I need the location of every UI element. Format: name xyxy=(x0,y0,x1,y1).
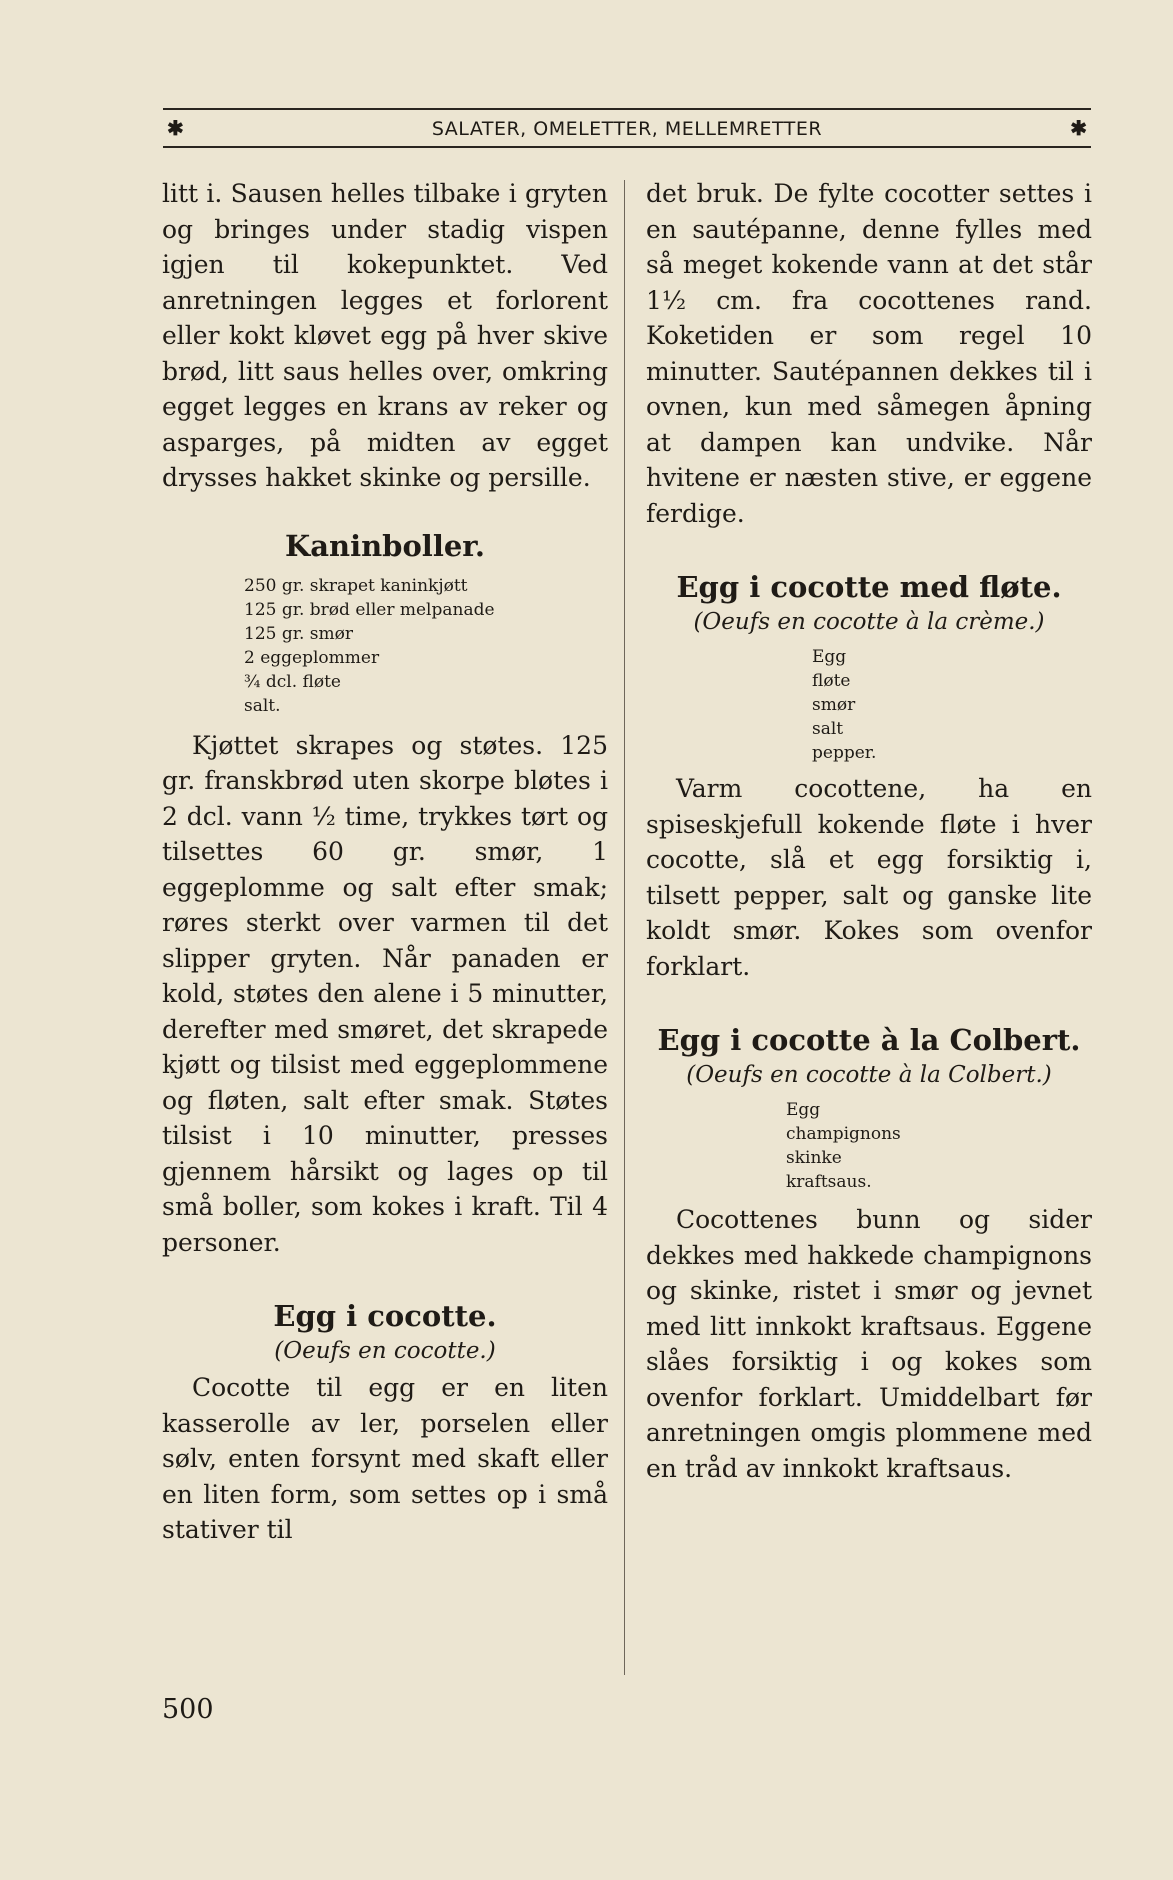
page-number: 500 xyxy=(162,1694,214,1725)
egg-colbert-heading: Egg i cocotte à la Colbert. xyxy=(657,1023,1081,1057)
egg-colbert-ingredients xyxy=(786,1098,1092,1194)
running-header xyxy=(163,108,1091,148)
egg-colbert-subtitle: (Oeufs en cocotte à la Colbert.) xyxy=(686,1062,1052,1088)
ingredient-item: 250 gr. skrapet kaninkjøtt xyxy=(244,575,468,596)
running-header-title: SALATER, OMELETTER, MELLEMRETTER xyxy=(431,118,823,140)
header-ornament-left: ✱ xyxy=(167,116,184,140)
kaninboller-heading: Kaninboller. xyxy=(285,528,485,563)
ingredient-item: Egg xyxy=(786,1100,821,1120)
ingredient-item: fløte xyxy=(812,671,851,691)
right-column xyxy=(646,176,1092,1486)
header-ornament-right: ✱ xyxy=(1070,116,1087,140)
kaninboller-ingredients xyxy=(244,574,608,718)
egg-colbert-method: Cocottenes bunn og sider dekkes med hakkede champignons og skinke, ristet i smør og jevnet med litt innkokt kraftsaus. Eggene slåes forsiktig i og kokes som ovenfor forklart. Umiddelbart før anretningen omgis plommene med en tråd av innkokt kraftsaus. xyxy=(646,1205,1092,1483)
ingredient-item: champignons xyxy=(786,1124,901,1144)
egg-flote-heading: Egg i cocotte med fløte. xyxy=(676,570,1062,604)
ingredient-item: 125 gr. brød eller melpanade xyxy=(244,599,495,620)
egg-flote-subtitle: (Oeufs en cocotte à la crème.) xyxy=(693,609,1045,635)
ingredient-item: 2 eggeplommer xyxy=(244,647,380,668)
continuation-paragraph: det bruk. De fylte cocotter settes i en sautépanne, denne fylles med så meget kokende vann at det står 1½ cm. fra cocottenes rand. Koketiden er som regel 10 minutter. Sautépannen dekkes til i ovnen, kun med såmegen åpning at dampen kan undvike. Når hvitene er næsten stive, er eggene ferdige. xyxy=(646,179,1092,528)
left-column xyxy=(162,176,608,1548)
egg-flote-ingredients xyxy=(812,645,1092,765)
ingredient-item: smør xyxy=(812,695,856,715)
egg-cocotte-subtitle: (Oeufs en cocotte.) xyxy=(274,1338,496,1364)
ingredient-item: skinke xyxy=(786,1148,842,1168)
ingredient-item: salt. xyxy=(244,695,281,716)
egg-cocotte-heading: Egg i cocotte. xyxy=(273,1299,497,1333)
intro-paragraph: litt i. Sausen helles tilbake i gryten og bringes under stadig vispen igjen til kokepunktet. Ved anretningen legges et forlorent eller kokt kløvet egg på hver skive brød, litt saus helles over, omkring egget legges en krans av reker og asparges, på midten av egget drysses hakket skinke og persille. xyxy=(162,179,608,492)
ingredient-item: kraftsaus. xyxy=(786,1172,872,1192)
ingredient-item: 125 gr. smør xyxy=(244,623,354,644)
ingredient-item: Egg xyxy=(812,647,847,667)
ingredient-item: ¾ dcl. fløte xyxy=(244,671,341,692)
ingredient-item: pepper. xyxy=(812,743,877,763)
egg-cocotte-text: Cocotte til egg er en liten kasserolle av ler, porselen eller sølv, enten forsynt med skaft eller en liten form, som settes op i små stativer til xyxy=(162,1373,608,1544)
egg-flote-method: Varm cocottene, ha en spiseskjefull kokende fløte i hver cocotte, slå et egg forsiktig i, tilsett pepper, salt og ganske lite koldt smør. Kokes som ovenfor forklart. xyxy=(646,774,1092,981)
kaninboller-method: Kjøttet skrapes og støtes. 125 gr. franskbrød uten skorpe bløtes i 2 dcl. vann ½ time, trykkes tørt og tilsettes 60 gr. smør, 1 eggeplomme og salt efter smak; røres sterkt over varmen til det slipper gryten. Når panaden er kold, støtes den alene i 5 minutter, derefter med smøret, det skrapede kjøtt og tilsist med eggeplommene og fløten, salt efter smak. Støtes tilsist i 10 minutter, presses gjennem hårsikt og lages op til små boller, som kokes i kraft. Til 4 personer. xyxy=(162,730,608,1257)
column-divider xyxy=(624,180,625,1675)
ingredient-item: salt xyxy=(812,719,844,739)
